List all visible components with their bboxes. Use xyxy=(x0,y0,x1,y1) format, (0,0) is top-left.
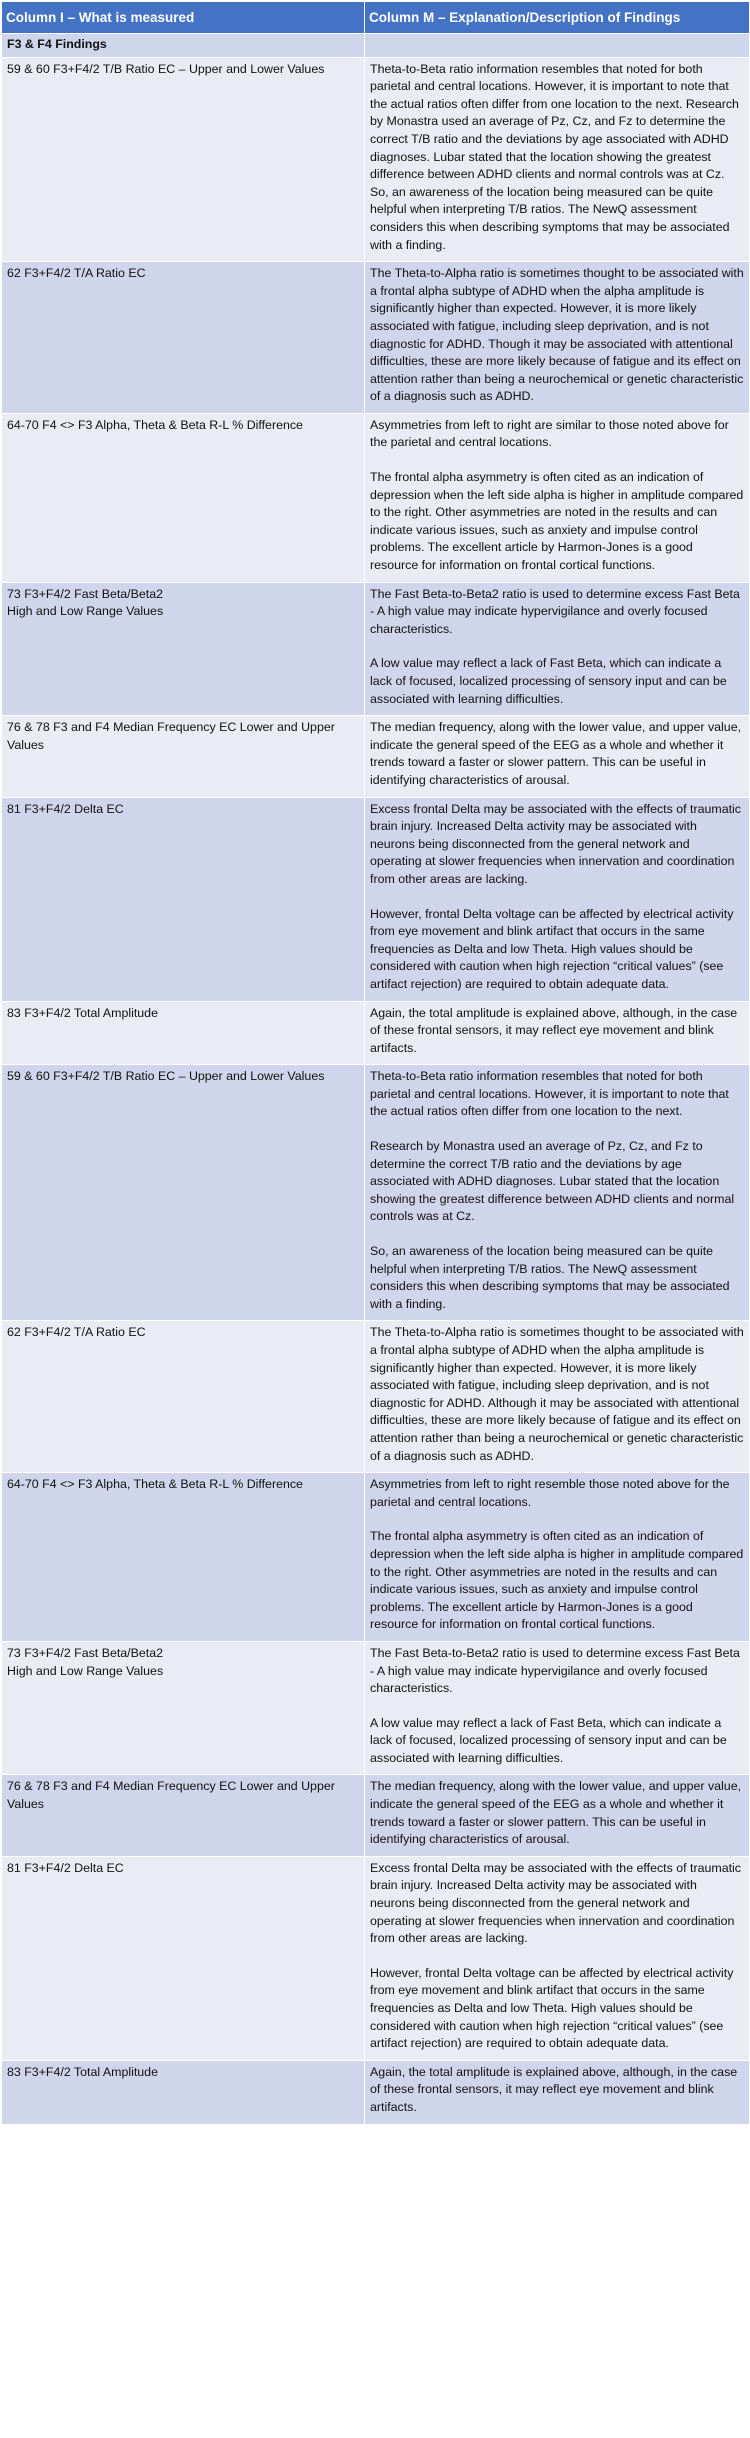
measure-label: 73 F3+F4/2 Fast Beta/Beta2 High and Low Range Values xyxy=(7,1645,164,1678)
explanation-cell xyxy=(365,582,750,716)
column-header-measured: Column I – What is measured xyxy=(2,2,365,34)
measure-label: 81 F3+F4/2 Delta EC xyxy=(7,1860,124,1875)
measure-cell xyxy=(2,1001,365,1065)
measure-cell xyxy=(2,1775,365,1856)
table-row xyxy=(2,1641,750,1775)
explanation-paragraph: The frontal alpha asymmetry is often cited as an indication of depression when the left side alpha is higher in amplitude compared to the right. Other asymmetries are noted in the results and can indicate various issues, such as anxiety and impulse control problems. The excellent article by Harmon-Jones is a good resource for information on frontal cortical functions. xyxy=(370,1529,744,1632)
measure-label: 62 F3+F4/2 T/A Ratio EC xyxy=(7,266,146,281)
explanation-paragraph: The Fast Beta-to-Beta2 ratio is used to determine excess Fast Beta - A high value may indicate hypervigilance and overly focused characteristics. xyxy=(370,586,740,636)
explanation-cell xyxy=(365,2060,750,2124)
table-body xyxy=(2,34,750,2125)
measure-label: 76 & 78 F3 and F4 Median Frequency EC Lower and Upper Values xyxy=(7,720,335,752)
table-row xyxy=(2,262,750,414)
table-header-row xyxy=(2,2,750,34)
explanation-cell xyxy=(365,1641,750,1775)
explanation-cell xyxy=(365,1856,750,2060)
measure-label: 64-70 F4 <> F3 Alpha, Theta & Beta R-L % Difference xyxy=(7,1477,303,1492)
table-row xyxy=(2,413,750,582)
explanation-paragraph: However, frontal Delta voltage can be affected by electrical activity from eye movement and blink artifact that occurs in the same frequencies as Delta and low Theta. High values should be considered with caution when high rejection “critical values” (see artifact rejection) are required to obtain adequate data. xyxy=(370,906,734,991)
measure-cell xyxy=(2,57,365,262)
explanation-paragraph: Asymmetries from left to right resemble those noted above for the parietal and central locations. xyxy=(370,1477,730,1509)
measure-label: 83 F3+F4/2 Total Amplitude xyxy=(7,2064,158,2079)
table-row xyxy=(2,1473,750,1642)
table-row xyxy=(2,1001,750,1065)
explanation-paragraph: The median frequency, along with the lower value, and upper value, indicate the general speed of the EEG as a whole and whether it trends toward a faster or slower pattern. This can be useful in identifying characteristics of arousal. xyxy=(370,1779,742,1847)
measure-label: 76 & 78 F3 and F4 Median Frequency EC Lower and Upper Values xyxy=(7,1779,335,1812)
measure-label: 83 F3+F4/2 Total Amplitude xyxy=(7,1005,158,1020)
explanation-cell xyxy=(365,797,750,1001)
measure-cell xyxy=(2,582,365,716)
explanation-paragraph: Theta-to-Beta ratio information resembles that noted for both parietal and central locations. However, it is important to note that the actual ratios often differ from one location to the next. xyxy=(370,1069,729,1119)
explanation-paragraph: The Theta-to-Alpha ratio is sometimes thought to be associated with a frontal alpha subtype of ADHD when the alpha amplitude is significantly higher than expected. However, it is more likely associated with fatigue, including sleep deprivation, and is not diagnostic for ADHD. Though it may be associated with attentional difficulties, these are more likely because of fatigue and its effect on attention rather than being a neurochemical or genetic characteristic of a diagnosis such as ADHD. xyxy=(370,266,744,404)
column-header-explanation: Column M – Explanation/Description of Findings xyxy=(365,2,750,34)
table-row xyxy=(2,2060,750,2124)
table-row xyxy=(2,1321,750,1473)
measure-cell xyxy=(2,262,365,414)
measure-label: 59 & 60 F3+F4/2 T/B Ratio EC – Upper and Lower Values xyxy=(7,1069,325,1084)
measure-cell xyxy=(2,716,365,797)
explanation-paragraph: A low value may reflect a lack of Fast Beta, which can indicate a lack of focused, localized processing of sensory input and can be associated with learning difficulties. xyxy=(370,1715,727,1765)
explanation-paragraph: Again, the total amplitude is explained above, although, in the case of these frontal sensors, it may reflect eye movement and blink artifacts. xyxy=(370,1005,738,1055)
explanation-cell xyxy=(365,716,750,797)
explanation-paragraph: However, frontal Delta voltage can be affected by electrical activity from eye movement and blink artifact that occurs in the same frequencies as Delta and low Theta. High values should be considered with caution when high rejection “critical values” (see artifact rejection) are required to obtain adequate data. xyxy=(370,1965,734,2051)
measure-cell xyxy=(2,1065,365,1321)
table-row xyxy=(2,582,750,716)
explanation-paragraph: The median frequency, along with the lower value, and upper value, indicate the general speed of the EEG as a whole and whether it trends toward a faster or slower pattern. This can be useful in identifying characteristics of arousal. xyxy=(370,720,742,787)
explanation-paragraph: Excess frontal Delta may be associated with the effects of traumatic brain injury. Increased Delta activity may be associated with neurons being disconnected from the general network and operating at slower frequencies when innervation and coordination from other areas are lacking. xyxy=(370,1860,741,1946)
explanation-paragraph: So, an awareness of the location being measured can be quite helpful when interpreting T/B ratios. The NewQ assessment considers this when describing symptoms that may be associated with a finding. xyxy=(370,1244,730,1311)
explanation-paragraph: The frontal alpha asymmetry is often cited as an indication of depression when the left side alpha is higher in amplitude compared to the right. Other asymmetries are noted in the results and can indicate various issues, such as anxiety and impulse control problems. The excellent article by Harmon-Jones is a good resource for information on frontal cortical functions. xyxy=(370,470,744,573)
measure-cell xyxy=(2,413,365,582)
table-row xyxy=(2,716,750,797)
explanation-paragraph: Theta-to-Beta ratio information resembles that noted for both parietal and central locations. However, it is important to note that the actual ratios often differ from one location to the next. Research by Monastra used an average of Pz, Cz, and Fz to determine the correct T/B ratio and the deviations by age associated with ADHD diagnoses. Lubar stated that the location showing the greatest difference between ADHD clients and normal controls was at Cz. So, an awareness of the location being measured can be quite helpful when interpreting T/B ratios. The NewQ assessment considers this when describing symptoms that may be associated with a finding. xyxy=(370,61,739,252)
explanation-cell xyxy=(365,1321,750,1473)
explanation-cell xyxy=(365,1001,750,1065)
measure-cell xyxy=(2,2060,365,2124)
explanation-paragraph: Again, the total amplitude is explained above, although, in the case of these frontal sensors, it may reflect eye movement and blink artifacts. xyxy=(370,2064,738,2114)
explanation-cell xyxy=(365,1473,750,1642)
measure-label: 62 F3+F4/2 T/A Ratio EC xyxy=(7,1325,146,1340)
section-title: F3 & F4 Findings xyxy=(2,34,365,58)
measure-cell xyxy=(2,1856,365,2060)
explanation-cell xyxy=(365,413,750,582)
measure-label: 73 F3+F4/2 Fast Beta/Beta2 High and Low Range Values xyxy=(7,586,164,619)
measure-cell xyxy=(2,797,365,1001)
section-row xyxy=(2,34,750,58)
measure-label: 59 & 60 F3+F4/2 T/B Ratio EC – Upper and Lower Values xyxy=(7,61,325,76)
explanation-paragraph: Research by Monastra used an average of Pz, Cz, and Fz to determine the correct T/B ratio and the deviations by age associated with ADHD diagnoses. Lubar stated that the location showing the greatest difference between ADHD clients and normal controls was at Cz. xyxy=(370,1139,735,1224)
table-row xyxy=(2,797,750,1001)
table-row xyxy=(2,1856,750,2060)
explanation-paragraph: Excess frontal Delta may be associated with the effects of traumatic brain injury. Increased Delta activity may be associated with neurons being disconnected from the general network and operating at slower frequencies when innervation and coordination from other areas are lacking. xyxy=(370,801,741,886)
table-row xyxy=(2,57,750,262)
measure-label: 64-70 F4 <> F3 Alpha, Theta & Beta R-L % Difference xyxy=(7,417,303,432)
explanation-cell xyxy=(365,1775,750,1856)
explanation-cell xyxy=(365,262,750,414)
table-row xyxy=(2,1775,750,1856)
explanation-cell xyxy=(365,57,750,262)
section-title-blank xyxy=(365,34,750,58)
explanation-cell xyxy=(365,1065,750,1321)
findings-table xyxy=(1,1,750,2125)
measure-label: 81 F3+F4/2 Delta EC xyxy=(7,801,124,816)
table-row xyxy=(2,1065,750,1321)
measure-cell xyxy=(2,1641,365,1775)
measure-cell xyxy=(2,1473,365,1642)
measure-cell xyxy=(2,1321,365,1473)
explanation-paragraph: A low value may reflect a lack of Fast Beta, which can indicate a lack of focused, localized processing of sensory input and can be associated with learning difficulties. xyxy=(370,656,727,706)
explanation-paragraph: The Theta-to-Alpha ratio is sometimes thought to be associated with a frontal alpha subtype of ADHD when the alpha amplitude is significantly higher than expected. However, it is more likely associated with fatigue, including sleep deprivation, and is not diagnostic for ADHD. Although it may be associated with attentional difficulties, these are more likely because of fatigue and its effect on attention rather than being a neurochemical or genetic characteristic of a diagnosis such as ADHD. xyxy=(370,1325,744,1463)
explanation-paragraph: Asymmetries from left to right are similar to those noted above for the parietal and central locations. xyxy=(370,417,729,450)
explanation-paragraph: The Fast Beta-to-Beta2 ratio is used to determine excess Fast Beta - A high value may indicate hypervigilance and overly focused characteristics. xyxy=(370,1645,740,1696)
